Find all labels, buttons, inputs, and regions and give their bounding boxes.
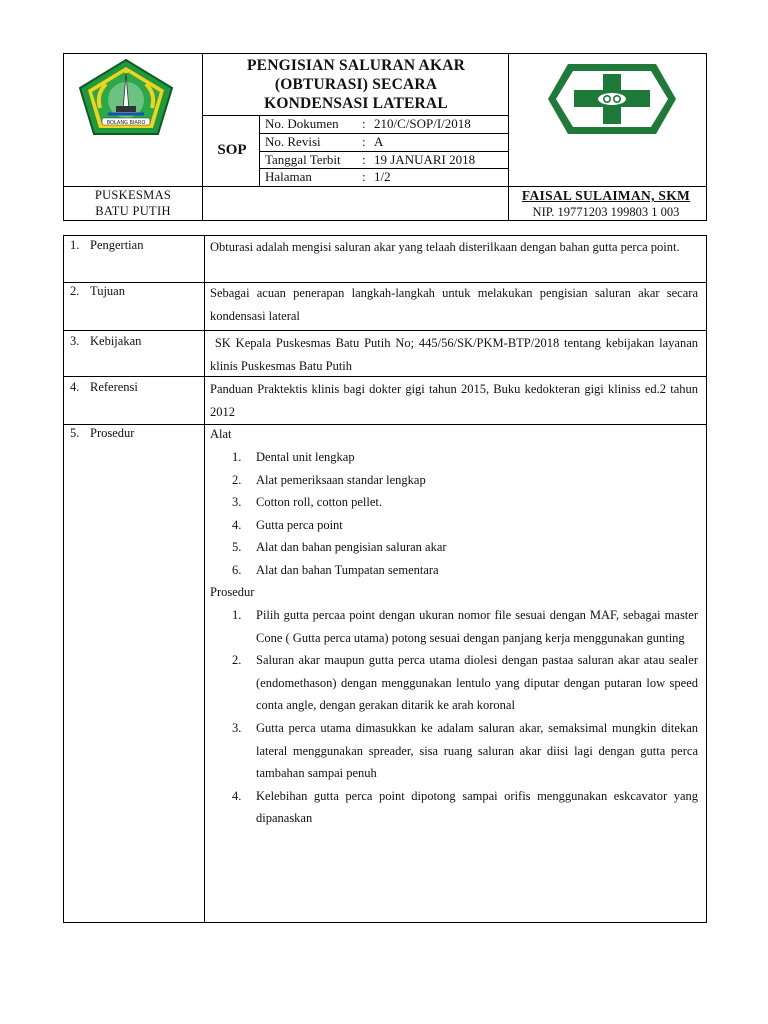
item-number: 6. <box>232 562 242 577</box>
item-number: 3. <box>232 495 242 510</box>
section-label-kebijakan <box>70 334 141 349</box>
content-divider <box>204 236 205 922</box>
list-item <box>210 559 698 582</box>
info-value: 19 JANUARI 2018 <box>374 152 476 167</box>
document-title <box>206 56 506 113</box>
section-label-tujuan <box>70 284 125 299</box>
info-colon: : <box>362 116 366 131</box>
item-text: Dental unit lengkap <box>256 450 355 464</box>
section-label-prosedur <box>70 426 134 441</box>
item-number: 4. <box>232 788 242 803</box>
item-number: 2. <box>232 653 242 668</box>
info-label: Tanggal Terbit <box>265 152 341 167</box>
section-text-pengertian: Obturasi adalah mengisi saluran akar yang telaah disterilkaan dengan bahan gutta perca point. <box>210 240 680 254</box>
info-colon: : <box>362 152 366 167</box>
list-item <box>210 604 698 649</box>
title-line: KONDENSASI LATERAL <box>264 95 448 112</box>
info-label: No. Revisi <box>265 134 321 149</box>
item-number: 4. <box>232 517 242 532</box>
sop-header-table <box>63 53 707 221</box>
info-colon: : <box>362 134 366 149</box>
signer-name: FAISAL SULAIMAN, SKM <box>521 188 691 203</box>
info-colon: : <box>362 169 366 184</box>
section-label-referensi <box>70 380 138 395</box>
section-number: 5. <box>70 426 80 440</box>
section-label-pengertian <box>70 238 143 253</box>
info-label: No. Dokumen <box>265 116 339 131</box>
item-number: 3. <box>232 720 242 735</box>
title-line: (OBTURASI) SECARA <box>274 76 438 93</box>
item-number: 5. <box>232 540 242 555</box>
alat-list <box>210 446 698 582</box>
title-line: PENGISIAN SALURAN AKAR <box>247 57 465 74</box>
item-text: Alat dan bahan Tumpatan sementara <box>256 562 439 577</box>
section-number: 4. <box>70 380 80 394</box>
section-number: 2. <box>70 284 80 298</box>
item-text: Kelebihan gutta perca point dipotong sampai orifis menggunakan eskcavator yang dipanaskan <box>256 788 698 826</box>
sop-content-table <box>63 235 707 923</box>
section-title: Prosedur <box>90 426 135 440</box>
item-text: Alat pemeriksaan standar lengkap <box>256 472 426 487</box>
list-item <box>210 649 698 717</box>
item-text: Gutta perca utama dimasukkan ke adalam saluran akar, semaksimal mungkin ditekan lateral menggunakan spreader, sisa ruang saluran akar diisi lagi dengan gutta perca tambahan sampai penuh <box>256 720 698 781</box>
list-item <box>210 446 698 469</box>
list-item <box>210 717 698 785</box>
signer-block <box>508 188 704 220</box>
regional-emblem-logo <box>78 58 174 136</box>
item-number: 1. <box>232 608 242 622</box>
organization-name <box>64 187 202 219</box>
info-value: 210/C/SOP/I/2018 <box>374 116 471 131</box>
item-text: Pilih gutta percaa point dengan ukuran nomor file sesuai dengan MAF, sebagai master Cone ( Gutta perca utama) potong sesuai dengan panjang kerja menggunakan gunting <box>256 608 698 645</box>
emblem-banner-text: BOLANG BIARO <box>106 120 146 126</box>
alat-heading: Alat <box>210 427 232 441</box>
section-title: Referensi <box>90 380 138 394</box>
section-text-tujuan: Sebagai acuan penerapan langkah-langkah untuk melakukan pengisian saluran akar secara kondensasi lateral <box>210 286 698 323</box>
section-text-kebijakan: SK Kepala Puskesmas Batu Putih No; 445/56/SK/PKM-BTP/2018 tentang kebijakan layanan klinis Puskesmas Batu Putih <box>210 336 698 373</box>
section-title: Kebijakan <box>90 334 142 348</box>
item-text: Cotton roll, cotton pellet. <box>256 495 383 510</box>
info-value: A <box>374 134 384 149</box>
item-text: Saluran akar maupun gutta perca utama diolesi dengan pastaa saluran akar atau sealer (endomethason) dengan menggunakan lentulo yang diputar dengan putaran low speed conta angle, dengan gerakan ditarik ke arah koronal <box>256 653 698 713</box>
item-number: 1. <box>232 450 242 464</box>
section-number: 1. <box>70 238 80 252</box>
info-label: Halaman <box>265 169 312 184</box>
list-item <box>210 785 698 830</box>
organization-line: PUSKESMAS <box>94 188 172 202</box>
item-text: Alat dan bahan pengisian saluran akar <box>256 540 447 555</box>
content-divider <box>64 424 706 425</box>
section-text-referensi: Panduan Praktektis klinis bagi dokter gigi tahun 2015, Buku kedokteran gigi kliniss ed.2 tahun 2012 <box>210 382 698 419</box>
list-item <box>210 469 698 492</box>
header-divider <box>202 54 203 220</box>
signer-nip: NIP. 19771203 199803 1 003 <box>532 205 680 219</box>
prosedur-list <box>210 604 698 830</box>
list-item <box>210 536 698 559</box>
section-title: Tujuan <box>90 284 125 298</box>
section-title: Pengertian <box>90 238 144 252</box>
list-item <box>210 491 698 514</box>
organization-line: BATU PUTIH <box>95 204 171 218</box>
prosedur-heading: Prosedur <box>210 585 255 599</box>
list-item <box>210 514 698 537</box>
section-number: 3. <box>70 334 80 348</box>
item-number: 2. <box>232 472 242 487</box>
puskesmas-logo <box>546 60 678 138</box>
item-text: Gutta perca point <box>256 517 343 532</box>
content-divider <box>64 330 706 331</box>
sop-label: SOP <box>217 142 247 158</box>
info-value: 1/2 <box>374 169 391 184</box>
